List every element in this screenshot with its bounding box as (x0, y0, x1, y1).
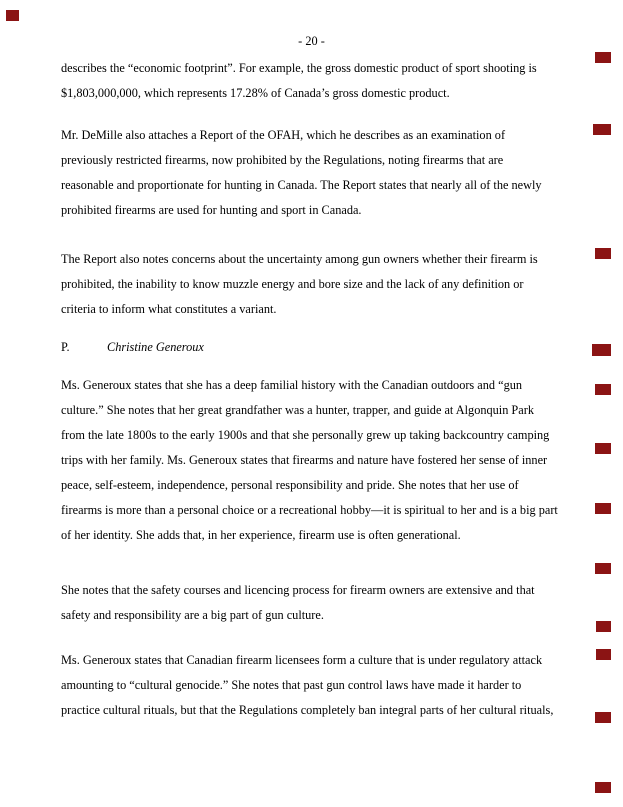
redaction-mark (595, 248, 611, 259)
section-title: Christine Generoux (107, 340, 204, 354)
paragraph-demille-report: Mr. DeMille also attaches a Report of the OFAH, which he describes as an examination of previously restricted firearms, now prohibited by the Regulations, noting firearms that are reasonable and proportionate for hunting in Canada. The Report states that nearly all of the newly prohibited firearms are used for hunting and sport in Canada. (61, 128, 542, 217)
redaction-mark (596, 649, 611, 660)
paragraph-economic-footprint: describes the “economic footprint”. For example, the gross domestic product of sport shooting is $1,803,000,000, which represents 17.28% of Canada’s gross domestic product. (61, 61, 537, 100)
section-heading-generoux (61, 335, 606, 360)
paragraph-cultural-genocide: Ms. Generoux states that Canadian firearm licensees form a culture that is under regulatory attack amounting to “cultural genocide.” She notes that past gun control laws have made it harder to practice cultural rituals, but that the Regulations completely ban integral parts of her cultural rituals, (61, 653, 554, 717)
paragraph-safety-courses: She notes that the safety courses and licencing process for firearm owners are extensive and that safety and responsibility are a big part of gun culture. (61, 583, 535, 622)
redaction-mark (595, 503, 611, 514)
redaction-mark (593, 124, 611, 135)
redaction-mark (595, 443, 611, 454)
redaction-mark (595, 384, 611, 395)
redaction-mark (6, 10, 19, 21)
redaction-mark (592, 344, 611, 356)
redaction-mark (595, 563, 611, 574)
redaction-mark (595, 782, 611, 793)
paragraph-generoux-history: Ms. Generoux states that she has a deep familial history with the Canadian outdoors and “gun culture.” She notes that her great grandfather was a hunter, trapper, and guide at Algonquin Park from the late 1800s to the early 1900s and that she personally grew up taking backcountry camping trips with her family. Ms. Generoux states that firearms and nature have fostered her sense of inner peace, self-esteem, independence, personal responsibility and pride. She notes that her use of firearms is more than a personal choice or a recreational hobby—it is spiritual to her and is a big part of her identity. She adds that, in her experience, firearm use is often generational. (61, 378, 558, 542)
redaction-mark (595, 52, 611, 63)
paragraph-report-concerns: The Report also notes concerns about the uncertainty among gun owners whether their firearm is prohibited, the inability to know muzzle energy and bore size and the lack of any definition or criteria to inform what constitutes a variant. (61, 252, 538, 316)
redaction-mark (596, 621, 611, 632)
redaction-mark (595, 712, 611, 723)
page-number: - 20 - (298, 34, 325, 48)
section-letter: P. (61, 340, 70, 354)
